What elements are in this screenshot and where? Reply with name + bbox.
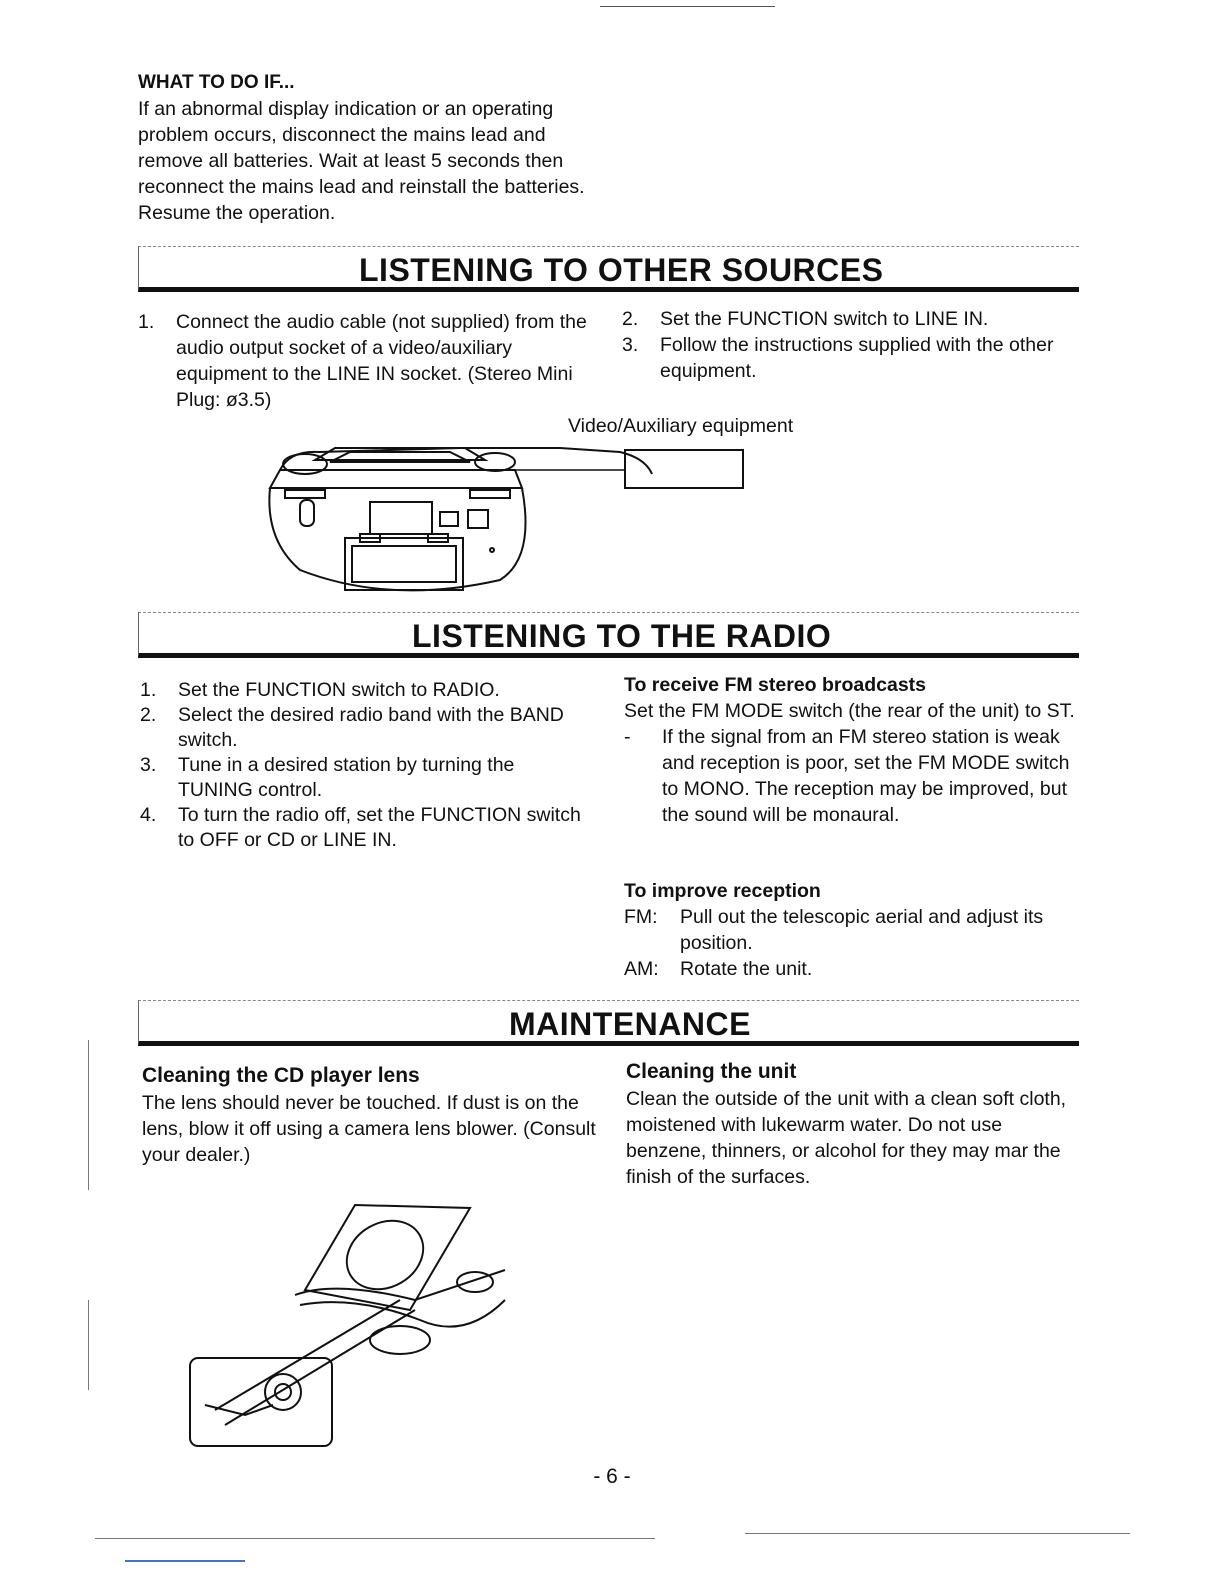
page-number: - 6 - bbox=[593, 1465, 631, 1488]
other-sources-steps-right bbox=[622, 306, 1082, 384]
cd-tray-well bbox=[370, 1326, 430, 1354]
section-title-maintenance: MAINTENANCE bbox=[509, 1006, 751, 1042]
cassette-window bbox=[352, 546, 456, 582]
scan-line-bottom-left bbox=[95, 1538, 655, 1539]
list-item: 1. Set the FUNCTION switch to RADIO. bbox=[140, 679, 500, 701]
list-item: AM: Rotate the unit. bbox=[624, 958, 813, 980]
scan-line-top bbox=[600, 6, 775, 7]
handle-right bbox=[470, 490, 510, 498]
list-item: 3. Follow the instructions supplied with the other equipment. bbox=[622, 334, 1054, 382]
line-in-socket bbox=[300, 500, 314, 526]
unit-cleaning-heading: Cleaning the unit bbox=[626, 1060, 797, 1083]
video-aux-equipment-box bbox=[625, 450, 743, 488]
right-speaker-top bbox=[475, 453, 515, 471]
figure-label-video-aux: Video/Auxiliary equipment bbox=[568, 415, 794, 437]
unit-edge bbox=[295, 1270, 505, 1300]
lens-center bbox=[275, 1384, 291, 1400]
button-2 bbox=[468, 510, 488, 528]
what-to-do-heading: WHAT TO DO IF... bbox=[138, 72, 295, 93]
what-to-do-block bbox=[138, 70, 598, 226]
improve-reception-block bbox=[624, 878, 1084, 982]
unit-cleaning-body: Clean the outside of the unit with a clean soft cloth, moistened with lukewarm water. Do not use benzene, thinners, or alcohol for they may mar the finish of the surfaces. bbox=[626, 1088, 1067, 1188]
scan-margin-mark bbox=[88, 1040, 89, 1190]
list-item: 2. Set the FUNCTION switch to LINE IN. bbox=[622, 308, 989, 330]
indicator-dot bbox=[490, 548, 494, 552]
boombox-body bbox=[269, 488, 525, 590]
scan-line-bottom-right bbox=[745, 1533, 1130, 1534]
section-header-radio bbox=[138, 612, 1079, 658]
list-item: 4. To turn the radio off, set the FUNCTION switch to OFF or CD or LINE IN. bbox=[140, 804, 581, 851]
lens-outer-ring bbox=[265, 1374, 301, 1410]
improve-reception-heading: To improve reception bbox=[624, 880, 821, 902]
unit-front bbox=[300, 1300, 505, 1327]
lens-cleaning-heading: Cleaning the CD player lens bbox=[142, 1064, 420, 1087]
section-title-other-sources: LISTENING TO OTHER SOURCES bbox=[359, 252, 884, 288]
other-sources-steps-left bbox=[138, 309, 590, 413]
lens-cleaning-body: The lens should never be touched. If dust is on the lens, blow it off using a camera lens blower. (Consult your dealer.) bbox=[142, 1092, 596, 1166]
section-header-other-sources bbox=[138, 246, 1079, 292]
fm-stereo-heading: To receive FM stereo broadcasts bbox=[624, 674, 927, 696]
section-header-maintenance bbox=[138, 1000, 1079, 1046]
boombox-illustration bbox=[260, 440, 760, 610]
radio-steps bbox=[140, 678, 592, 853]
lens-cleaning-block bbox=[142, 1062, 602, 1168]
fm-stereo-body: Set the FM MODE switch (the rear of the unit) to ST. bbox=[624, 700, 1075, 722]
fm-stereo-note: - If the signal from an FM stereo station is weak and reception is poor, set the FM MODE switch to MONO. The reception may be improved, but the sound will be monaural. bbox=[624, 726, 1070, 826]
cd-lens-illustration bbox=[185, 1200, 515, 1455]
pointer-line bbox=[215, 1300, 400, 1410]
handle-left bbox=[285, 490, 325, 498]
list-item: FM: Pull out the telescopic aerial and adjust its position. bbox=[624, 906, 1044, 954]
display-window bbox=[370, 502, 432, 534]
list-item: 1. Connect the audio cable (not supplied) from the audio output socket of a video/auxiliary equipment to the LINE IN socket. (Stereo Mini Plug: ø3.5) bbox=[138, 311, 587, 411]
list-item: 2. Select the desired radio band with the BAND switch. bbox=[140, 704, 564, 751]
lens-inset-box bbox=[190, 1358, 332, 1446]
pointer-line-2 bbox=[225, 1310, 415, 1425]
list-item: 3. Tune in a desired station by turning the TUNING control. bbox=[140, 754, 515, 801]
button-1 bbox=[440, 512, 458, 526]
boombox-top-panel bbox=[270, 470, 522, 488]
fm-stereo-block bbox=[624, 672, 1084, 828]
scan-margin-mark-2 bbox=[88, 1300, 89, 1390]
speaker-top bbox=[457, 1272, 493, 1292]
unit-cleaning-block bbox=[626, 1058, 1086, 1190]
scan-blue-mark bbox=[125, 1560, 245, 1562]
what-to-do-body: If an abnormal display indication or an operating problem occurs, disconnect the mains lead and remove all batteries. Wait at least 5 seconds then reconnect the mains lead and reinstall the batteries. Resume the operation. bbox=[138, 98, 585, 224]
section-title-radio: LISTENING TO THE RADIO bbox=[412, 618, 832, 654]
